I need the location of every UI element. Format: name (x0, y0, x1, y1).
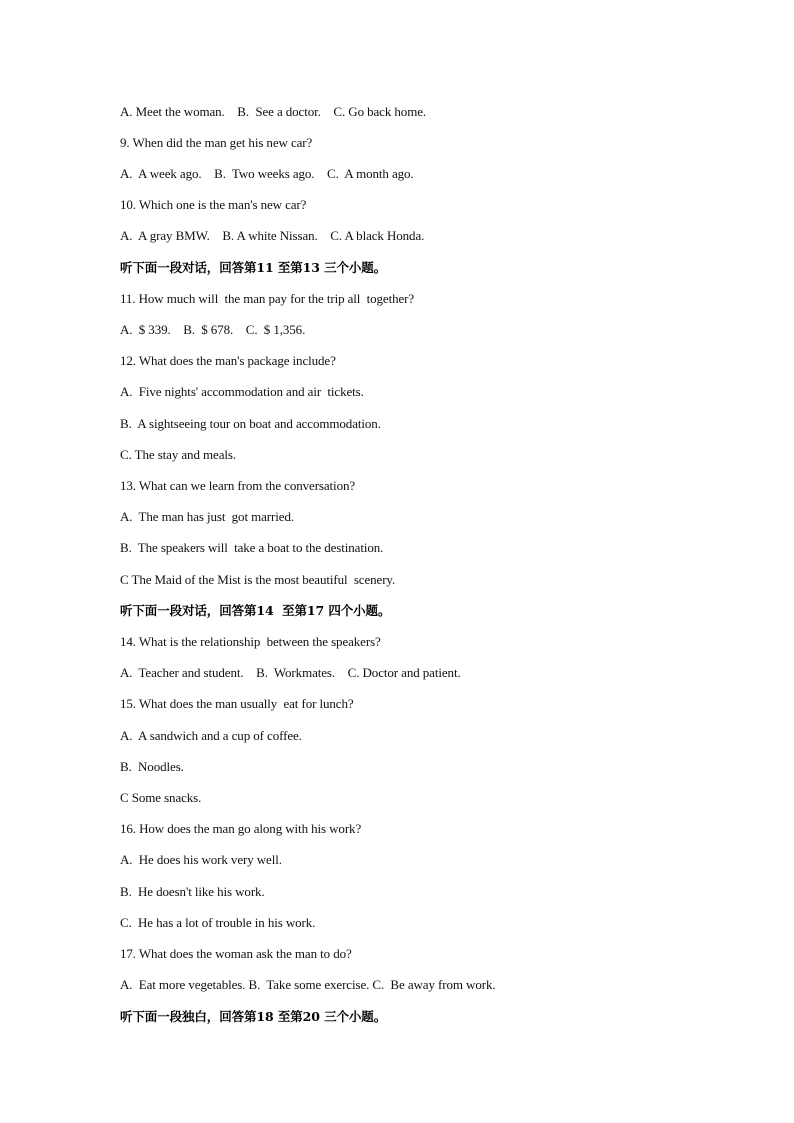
section-instruction-18-20: 听下面一段独白，回答第18 至第20 三个小题。 (120, 1009, 387, 1024)
question-9: 9. When did the man get his new car? (120, 135, 313, 150)
answer-options-q14: A. Teacher and student. B. Workmates. C. Doctor and patient. (120, 665, 461, 680)
answer-option-q15-a: A. A sandwich and a cup of coffee. (120, 728, 302, 743)
question-17: 17. What does the woman ask the man to do? (120, 946, 352, 961)
answer-option-q13-a: A. The man has just got married. (120, 509, 294, 524)
answer-options-q11: A. $ 339. B. $ 678. C. $ 1,356. (120, 322, 306, 337)
question-10: 10. Which one is the man's new car? (120, 197, 307, 212)
section-instruction-11-13: 听下面一段对话，回答第11 至第13 三个小题。 (120, 260, 387, 275)
answer-options-q8: A. Meet the woman. B. See a doctor. C. Go back home. (120, 104, 427, 119)
answer-option-q15-b: B. Noodles. (120, 759, 184, 774)
question-15: 15. What does the man usually eat for lunch? (120, 696, 354, 711)
answer-option-q16-c: C. He has a lot of trouble in his work. (120, 915, 316, 930)
question-16: 16. How does the man go along with his work? (120, 821, 362, 836)
answer-option-q15-c: C Some snacks. (120, 790, 202, 805)
answer-option-q13-b: B. The speakers will take a boat to the destination. (120, 540, 384, 555)
answer-option-q16-b: B. He doesn't like his work. (120, 884, 265, 899)
section-instruction-14-17: 听下面一段对话，回答第14 至第17 四个小题。 (120, 603, 391, 618)
answer-option-q13-c: C The Maid of the Mist is the most beautiful scenery. (120, 572, 396, 587)
answer-options-q17: A. Eat more vegetables. B. Take some exercise. C. Be away from work. (120, 977, 496, 992)
question-12: 12. What does the man's package include? (120, 353, 336, 368)
answer-option-q12-b: B. A sightseeing tour on boat and accommodation. (120, 416, 381, 431)
answer-options-q10: A. A gray BMW. B. A white Nissan. C. A black Honda. (120, 228, 425, 243)
answer-option-q12-c: C. The stay and meals. (120, 447, 236, 462)
answer-option-q12-a: A. Five nights' accommodation and air tickets. (120, 384, 364, 399)
answer-options-q9: A. A week ago. B. Two weeks ago. C. A month ago. (120, 166, 414, 181)
question-11: 11. How much will the man pay for the trip all together? (120, 291, 415, 306)
question-13: 13. What can we learn from the conversation? (120, 478, 356, 493)
question-14: 14. What is the relationship between the speakers? (120, 634, 381, 649)
answer-option-q16-a: A. He does his work very well. (120, 852, 282, 867)
